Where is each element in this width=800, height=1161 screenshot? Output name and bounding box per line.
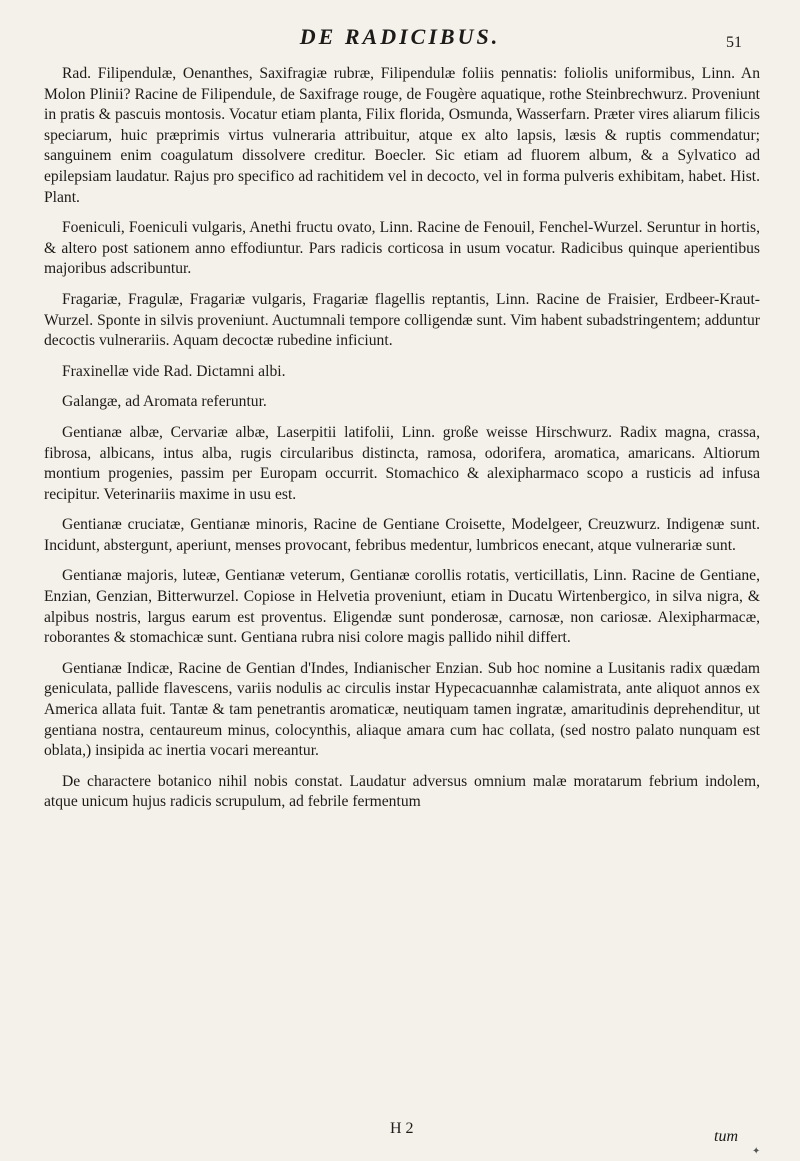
entry-fragaria: Fragariæ, Fragulæ, Fragariæ vulgaris, Fragariæ flagellis reptantis, Linn. Racine de Fraisier, Erdbeer-Kraut-Wurzel. Sponte in silvis proveniunt. Auctumnali tempore colligendæ sunt. Vim habent subadstringentem; adduntur decoctis vulnerariis. Aquam decoctæ rubedine inficiunt. [44, 290, 760, 350]
entry-gentiana-major: Gentianæ majoris, luteæ, Gentianæ veterum, Gentianæ corollis rotatis, verticillatis, Linn. Racine de Gentiane, Enzian, Genzian, Bitterwurzel. Copiose in Helvetia proveniunt, etiam in Ducatu Wirtenbergico, in silva nigra, & alpibus nostris, largus earum est proventus. Eligendæ sunt ponderosæ, carnosæ, non cariosæ. Alexipharmacæ, roborantes & stomachicæ sunt. Gentiana rubra nisi colore magis pallido nihil differt. [44, 567, 760, 647]
entry-galanga: Galangæ, ad Aromata referuntur. [62, 393, 267, 411]
running-title: DE RADICIBUS. [299, 24, 501, 49]
entry-gentiana-alba: Gentianæ albæ, Cervariæ albæ, Laserpitii latifolii, Linn. große weisse Hirschwurz. Radix magna, crassa, fibrosa, albicans, intus alba, rugis circularibus distincta, ramosa, odorifera, aromatica, amaricans. Altiorum montium progenies, passim per Europam occurrit. Stomachico & alexipharmaco scopo a rusticis ad infusa recipitur. Veterinariis maxime in usu est. [44, 423, 760, 503]
entry-foeniculum: Foeniculi, Foeniculi vulgaris, Anethi fructu ovato, Linn. Racine de Fenouil, Fenchel-Wurzel. Seruntur in hortis, & altero post sationem anno effodiuntur. Pars radicis corticosa in usum vocatur. Radicibus quinque aperientibus majoribus adscribuntur. [44, 219, 760, 278]
entry-gentiana-cruciata: Gentianæ cruciatæ, Gentianæ minoris, Racine de Gentiane Croisette, Modelgeer, Creuzwurz. Indigenæ sunt. Incidunt, abstergunt, aperiunt, menses provocant, febribus medentur, lumbricos enecant, atque vulnerariæ sunt. [44, 516, 760, 554]
signature-mark: H 2 [390, 1120, 414, 1137]
body-text [44, 64, 760, 823]
entry-character-botanicus: De charactere botanico nihil nobis constat. Laudatur adversus omnium malæ moratarum febrium indolem, atque unicum hujus radicis scrupulum, ad febrile fermentum [44, 772, 760, 811]
page-header [0, 22, 800, 62]
page-number: 51 [726, 34, 742, 51]
entry-filipendula: Rad. Filipendulæ, Oenanthes, Saxifragiæ rubræ, Filipendulæ foliis pennatis: foliolis uniformibus, Linn. An Molon Plinii? Racine de Filipendule, de Saxifrage rouge, de Fougère aquatique, rothe Steinbrechwurz. Proveniunt in pratis & pascuis montosis. Vocatur etiam planta, Filix florida, Osmunda, Wasserfarn. Præter vires aliarum filicis speciarum, huic præprimis virtus vulneraria attribuitur, atque ex alto lapsis, læsis & ruptis commendatur; sanguinem enim coagulatum dissolvere creditur. Boecler. Sic etiam ad fluorem album, & a Sylvatico ad epilepsiam laudatur. Rajus pro specifico ad rachitidem vel in decocto, vel in forma pulveris exhibitam, habet. Hist. Plant. [44, 65, 760, 206]
catchword: tum [714, 1128, 738, 1145]
ink-mark: ✦ [752, 1146, 761, 1157]
entry-gentiana-indica: Gentianæ Indicæ, Racine de Gentian d'Indes, Indianischer Enzian. Sub hoc nomine a Lusitanis radix quædam geniculata, pallide flavescens, variis nodulis ac circulis instar Hypecacuannhæ calamistrata, ante aliquot annos ex America allata fuit. Tantæ & tam penetrantis aromaticæ, neutiquam tamen ingratæ, amaritudinis deprehenditur, ut gentiana nostra, centaureum minus, colocynthis, aliaque amara cum hac collata, (sed nostro palato nunquam est oblata,) insipida ac inertia vocari mereantur. [44, 659, 760, 760]
entry-fraxinella: Fraxinellæ vide Rad. Dictamni albi. [62, 362, 286, 380]
